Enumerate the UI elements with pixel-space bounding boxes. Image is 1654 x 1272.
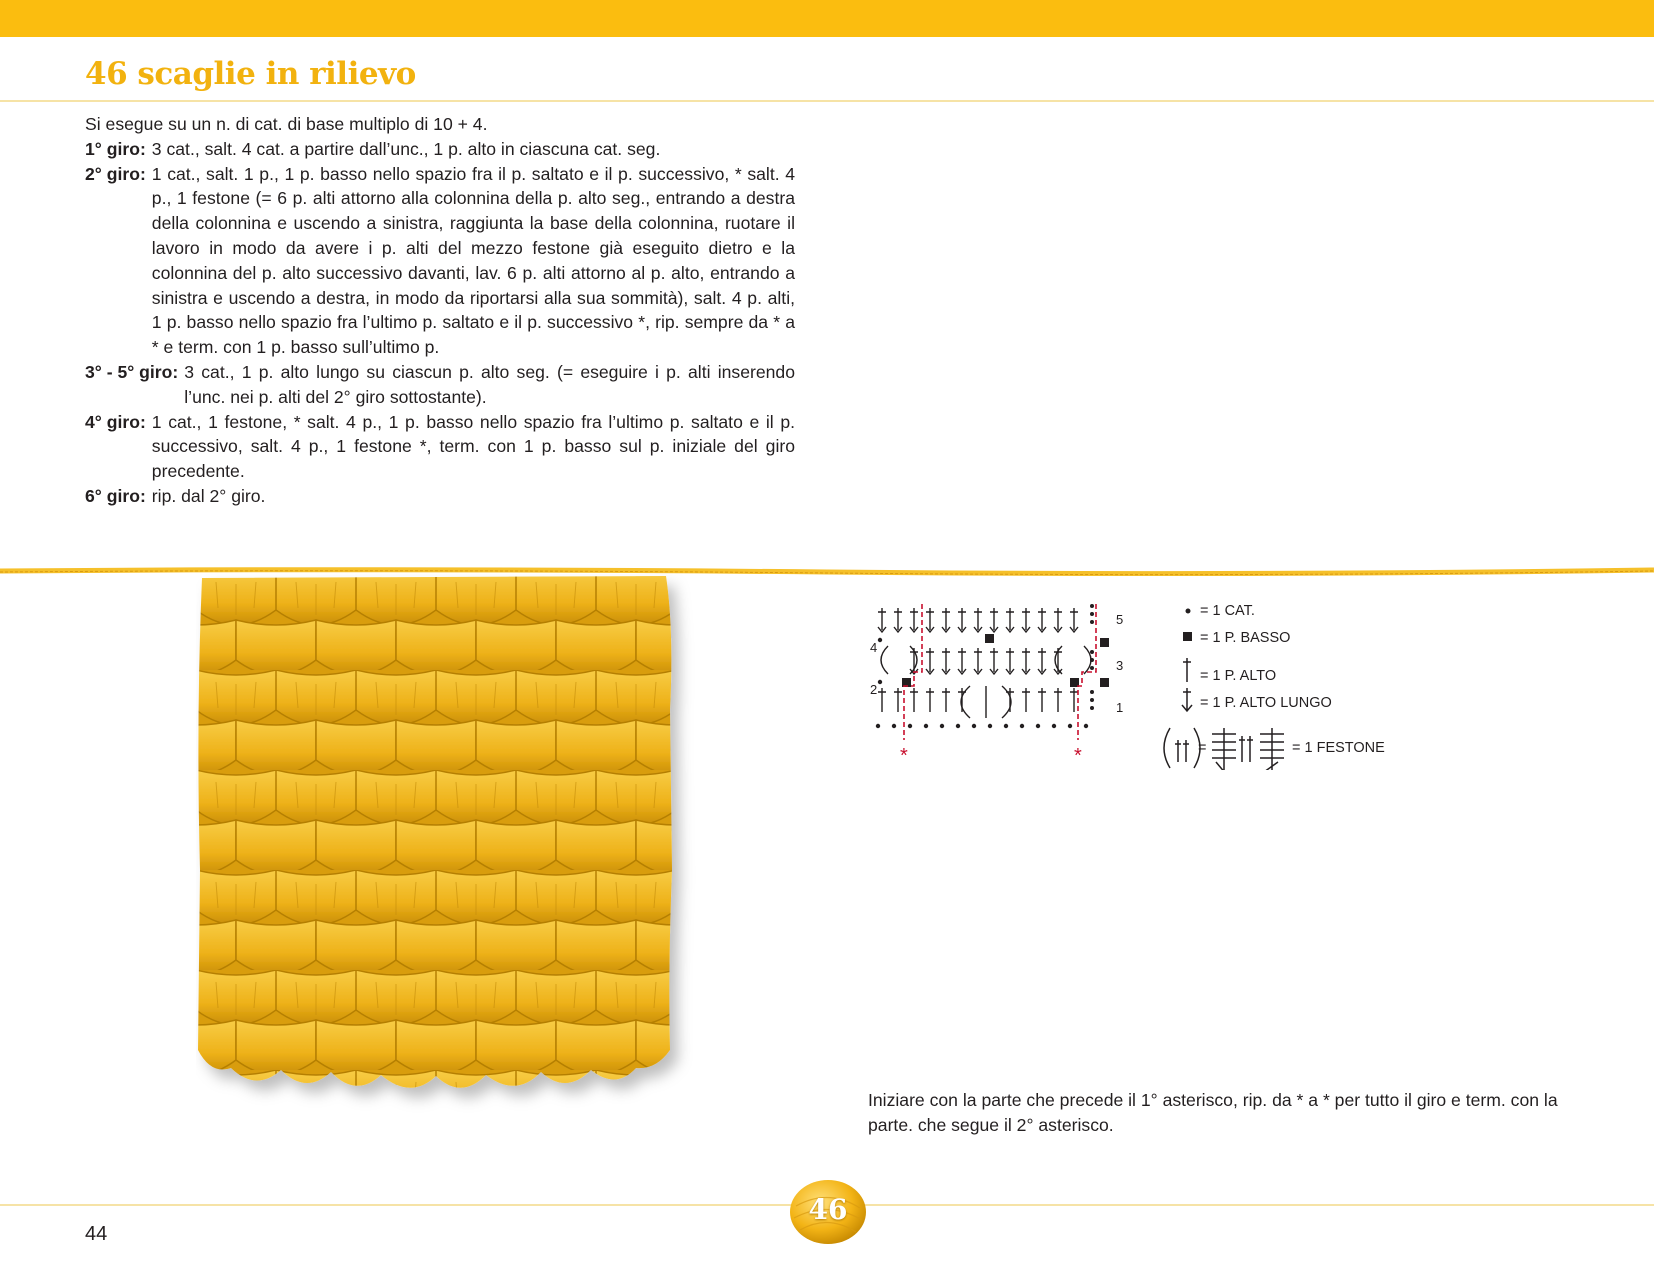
chart-note: Iniziare con la parte che precede il 1° asterisco, rip. da * a * per tutto il giro e term. con la parte. che segue il 2° asterisco. [868, 1090, 1558, 1135]
chart-legend [1160, 600, 1420, 770]
legend-label-alto: = 1 P. ALTO [1200, 668, 1277, 684]
round-label: 4° giro: [85, 411, 146, 432]
asterisk-2: * [1074, 745, 1082, 767]
title-divider [0, 100, 1654, 102]
chain-dot-icon [1186, 609, 1191, 614]
round-text: 1 cat., 1 festone, * salt. 4 p., 1 p. basso nello spazio fra l’ultimo p. saltato e il p. successivo, salt. 4 p., 1 festone *, term. con 1 p. basso sul p. iniziale del giro precedente. [151, 411, 795, 482]
round-label: 2° giro: [85, 163, 146, 184]
round-label: 1° giro: [85, 138, 146, 159]
round-1 [85, 137, 795, 162]
row-3-stitches [881, 646, 1091, 674]
round-4 [85, 410, 795, 484]
legend-label-festone: = 1 FESTONE [1292, 740, 1385, 756]
pattern-number-badge: 46 [808, 1193, 848, 1226]
row-1-stitches [878, 686, 1078, 718]
row-number-1: 1 [1116, 700, 1124, 715]
row-number-4: 4 [870, 640, 878, 655]
round-2 [85, 162, 795, 360]
long-double-crochet-icon [1182, 688, 1192, 711]
page-title: 46 scaglie in rilievo [85, 56, 416, 92]
row-number-3: 3 [1116, 658, 1124, 673]
asterisk-1: * [900, 745, 908, 767]
instructions-block [85, 112, 795, 509]
round-text: 1 cat., salt. 1 p., 1 p. basso nello spazio fra il p. saltato e il p. successivo, * salt. 4 p., 1 festone (= 6 p. alti attorno alla colonnina della p. alto seg., entrando a destra della colonnina e uscendo a sinistra, raggiunta la base della colonnina, ruotare il lavoro in modo da avere i p. alti del mezzo festone già eseguito dietro e la colonnina del p. alto successivo davanti, lav. 6 p. alti attorno al p. alto, entrando a sinistra e uscendo a destra, in modo da riportarsi alla sua sommità), salt. 4 p. alti, 1 p. basso nello spazio fra l’ultimo p. saltato e il p. successivo *, rip. sempre da * a * e term. con 1 p. basso sull’ultimo p. [151, 163, 795, 358]
page-number: 44 [85, 1223, 108, 1245]
round-text: 3 cat., 1 p. alto lungo su ciascun p. alto seg. (= eseguire i p. alti inserendo l’unc. nei p. alti del 2° giro sottostante). [184, 361, 795, 407]
row-5-stitches [878, 608, 1078, 632]
round-3-5 [85, 360, 795, 410]
row-number-5: 5 [1116, 612, 1124, 627]
crochet-swatch-photo [196, 570, 706, 1130]
legend-label-cat: = 1 CAT. [1200, 603, 1255, 619]
intro-text: Si esegue su un n. di cat. di base multiplo di 10 + 4. [85, 114, 488, 134]
scallop-icon [1164, 728, 1284, 770]
legend-label-alto-lungo: = 1 P. ALTO LUNGO [1200, 695, 1332, 711]
square-icon [1183, 632, 1192, 641]
legend-label-basso: = 1 P. BASSO [1200, 630, 1291, 646]
legend-equals: = [1198, 740, 1207, 756]
round-text: 3 cat., salt. 4 cat. a partire dall’unc., 1 p. alto in ciascuna cat. seg. [151, 138, 661, 159]
round-label: 3° - 5° giro: [85, 361, 179, 382]
crochet-chart [870, 600, 1150, 800]
round-text: rip. dal 2° giro. [151, 485, 266, 506]
double-crochet-icon [1183, 658, 1191, 682]
round-6 [85, 484, 795, 509]
round-label: 6° giro: [85, 485, 146, 506]
top-accent-bar [0, 0, 1654, 37]
row-number-2: 2 [870, 682, 878, 697]
